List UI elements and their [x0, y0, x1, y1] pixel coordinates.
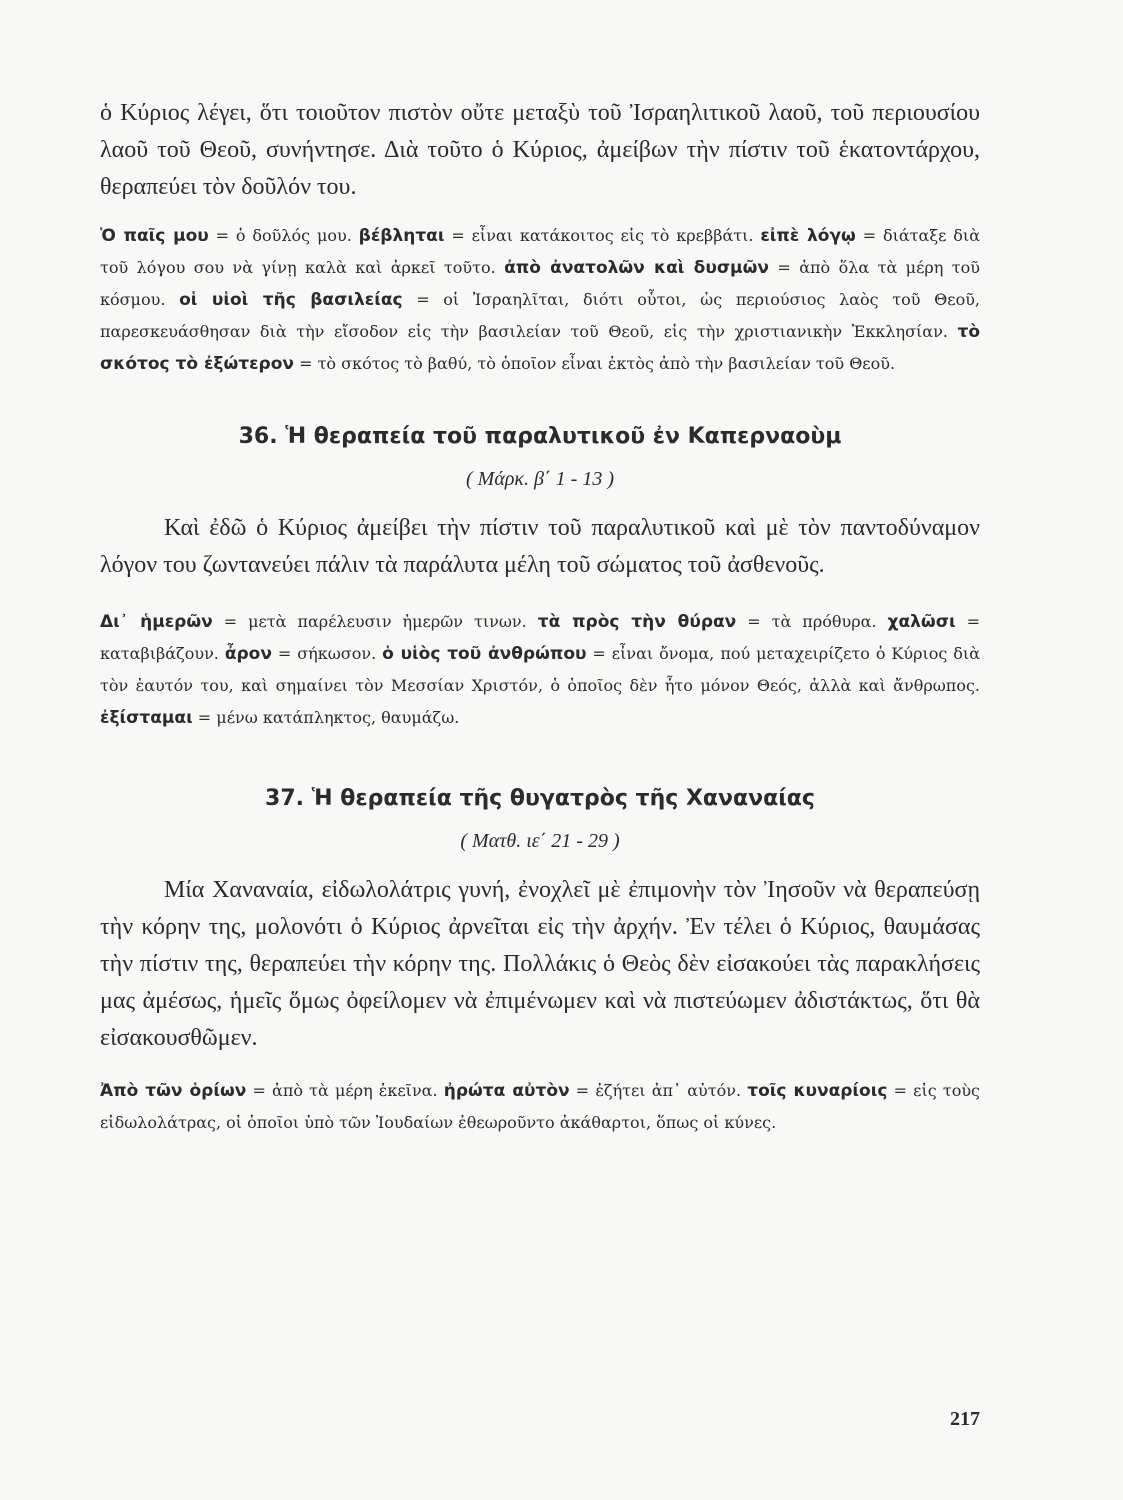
gloss-term: εἰπὲ λόγῳ	[760, 226, 856, 246]
gloss-def: = ἀπὸ τὰ μέρη ἐκεῖνα.	[246, 1081, 444, 1100]
section-37	[100, 784, 980, 1139]
gloss-def: = καταβιβάζουν.	[100, 612, 980, 663]
section-reference: ( Ματθ. ιε΄ 21 - 29 )	[460, 830, 620, 852]
gloss-term: ὁ υἱὸς τοῦ ἀνθρώπου	[382, 644, 587, 664]
gloss-term: ἀπὸ ἀνατολῶν καὶ δυσμῶν	[504, 258, 769, 278]
section-title: 36. Ἡ θεραπεία τοῦ παραλυτικοῦ ἐν Καπερναοὺμ	[238, 424, 842, 449]
gloss-term: χαλῶσι	[887, 612, 956, 632]
gloss-def: = ἀπὸ ὅλα τὰ μέρη τοῦ κόσμου.	[100, 258, 980, 309]
gloss-def: = εἶναι κατάκοιτος εἰς τὸ κρεββάτι.	[444, 226, 761, 245]
gloss-def: = εἰς τοὺς εἰδωλολάτρας, οἱ ὁποῖοι ὑπὸ τῶν Ἰουδαίων ἐθεωροῦντο ἀκάθαρτοι, ὅπως οἱ κύνες.	[100, 1081, 981, 1132]
section-paragraph: Μία Χαναναία, εἰδωλολάτρις γυνή, ἐνοχλεῖ μὲ ἐπιμονὴν τὸν Ἰησοῦν νὰ θεραπεύσῃ τὴν κόρην της, μολονότι ὁ Κύριος ἀρνεῖται εἰς τὴν ἀρχήν. Ἐν τέλει ὁ Κύριος, θαυμάσας τὴν πίστιν της, θεραπεύει τὴν κόρην της. Πολλάκις ὁ Θεὸς δὲν εἰσακούει τὰς παρακλήσεις μας ἀμέσως, ἡμεῖς ὅμως ὀφείλομεν νὰ ἐπιμένωμεν καὶ νὰ πιστεύωμεν ἀδιστάκτως, ὅτι θὰ εἰσακουσθῶμεν.	[100, 877, 980, 1051]
section-36	[100, 422, 980, 734]
gloss-def: = τὸ σκότος τὸ βαθύ, τὸ ὁποῖον εἶναι ἐκτὸς ἀπὸ τὴν βασιλείαν τοῦ Θεοῦ.	[294, 354, 896, 373]
section-paragraph: Καὶ ἐδῶ ὁ Κύριος ἀμείβει τὴν πίστιν τοῦ παραλυτικοῦ καὶ μὲ τὸν παντοδύναμον λόγον του ζωντανεύει πάλιν τὰ παράλυτα μέλη τοῦ σώματος τοῦ ἀσθενοῦς.	[100, 515, 980, 578]
gloss-def: = τὰ πρόθυρα.	[736, 612, 888, 631]
gloss-term: Ὁ παῖς μου	[100, 226, 209, 246]
gloss-term: τὸ σκότος τὸ ἐξώτερον	[100, 322, 980, 374]
section-title: 37. Ἡ θεραπεία τῆς θυγατρὸς τῆς Χαναναίας	[265, 786, 815, 811]
gloss-term: βέβληται	[358, 226, 445, 246]
gloss-block-2	[100, 606, 980, 734]
gloss-term: τὰ πρὸς τὴν θύραν	[537, 612, 737, 632]
gloss-block-1	[100, 220, 980, 380]
page-content	[100, 95, 980, 1139]
gloss-term: ἠρώτα αὐτὸν	[443, 1081, 570, 1101]
gloss-term: οἱ υἱοὶ τῆς βασιλείας	[179, 290, 403, 310]
page-number: 217	[950, 1408, 980, 1430]
gloss-def: = μετὰ παρέλευσιν ἡμερῶν τινων.	[212, 612, 538, 631]
section-reference: ( Μάρκ. β΄ 1 - 13 )	[466, 468, 614, 490]
gloss-term: Δι᾿ ἡμερῶν	[100, 612, 213, 632]
gloss-def: = ὁ δοῦλός μου.	[208, 226, 359, 245]
intro-paragraph: ὁ Κύριος λέγει, ὅτι τοιοῦτον πιστὸν οὔτε μεταξὺ τοῦ Ἰσραηλιτικοῦ λαοῦ, τοῦ περιουσίου λαοῦ τοῦ Θεοῦ, συνήντησε. Διὰ τοῦτο ὁ Κύριος, ἀμείβων τὴν πίστιν τοῦ ἑκατοντάρχου, θεραπεύει τὸν δοῦλόν του.	[100, 100, 980, 200]
gloss-term: Ἀπὸ τῶν ὁρίων	[100, 1081, 247, 1101]
gloss-def: = διάταξε διὰ τοῦ λόγου σου νὰ γίνῃ καλὰ καὶ ἀρκεῖ τοῦτο.	[100, 226, 980, 277]
gloss-block-3	[100, 1075, 980, 1139]
gloss-def: = σήκωσον.	[271, 644, 383, 663]
gloss-term: ἐξίσταμαι	[100, 708, 193, 728]
gloss-def: = εἶναι ὄνομα, πού μεταχειρίζετο ὁ Κύριος διὰ τὸν ἑαυτόν του, καὶ σημαίνει τὸν Μεσσίαν Χριστόν, ὁ ὁποῖος δὲν ἦτο μόνον Θεός, ἀλλὰ καὶ ἄνθρωπος.	[100, 644, 980, 695]
gloss-def: = μένω κατάπληκτος, θαυμάζω.	[192, 708, 460, 727]
gloss-def: = ἐζήτει ἀπ᾿ αὐτόν.	[569, 1081, 748, 1100]
gloss-def: = οἱ Ἰσραηλῖται, διότι οὗτοι, ὡς περιούσιος λαὸς τοῦ Θεοῦ, παρεσκευάσθησαν διὰ τὴν εἴσοδον εἰς τὴν βασιλείαν τοῦ Θεοῦ, εἰς τὴν χριστιανικὴν Ἐκκλησίαν.	[100, 290, 981, 341]
gloss-term: ἆρον	[224, 644, 272, 664]
gloss-term: τοῖς κυναρίοις	[747, 1081, 888, 1101]
